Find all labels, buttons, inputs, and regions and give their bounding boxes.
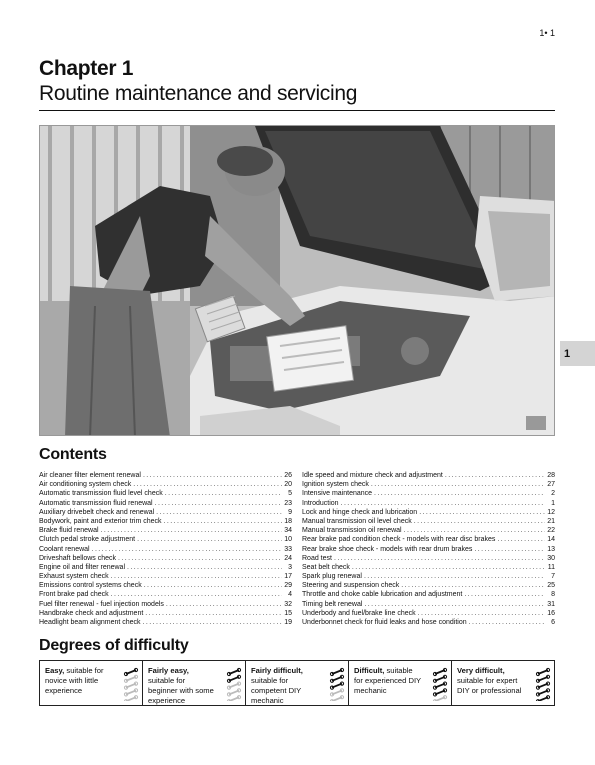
chapter-heading	[39, 57, 357, 107]
contents-entry-leader	[165, 489, 282, 498]
contents-entry-leader	[111, 572, 282, 581]
contents-entry-label: Throttle and choke cable lubrication and adjustment	[302, 591, 463, 599]
spanner-icon	[330, 682, 343, 689]
contents-entry-leader	[469, 618, 545, 627]
contents-entry-label: Auxiliary drivebelt check and renewal	[39, 508, 155, 516]
contents-entry[interactable]	[39, 554, 292, 563]
contents-entry-page: 17	[284, 573, 292, 581]
contents-entry[interactable]	[39, 517, 292, 526]
contents-entry-leader	[155, 499, 282, 508]
contents-entry-label: Introduction	[302, 499, 339, 507]
spanner-5-icon	[535, 667, 551, 701]
spanner-icon	[433, 675, 446, 682]
contents-entry-page: 26	[284, 472, 292, 479]
difficulty-level-detail: suitable for novice with little experience	[45, 666, 104, 695]
contents-entry-page: 29	[284, 582, 292, 590]
contents-entry[interactable]	[39, 581, 292, 590]
spanner-icon	[124, 689, 137, 696]
contents-list-right	[302, 471, 555, 627]
contents-entry-label: Lock and hinge check and lubrication	[302, 508, 418, 516]
spanner-icon	[536, 682, 549, 689]
contents-entry[interactable]	[302, 499, 555, 508]
contents-entry[interactable]	[39, 480, 292, 489]
contents-entry[interactable]	[39, 609, 292, 618]
contents-entry[interactable]	[302, 508, 555, 517]
contents-entry-label: Air conditioning system check	[39, 481, 132, 489]
contents-entry[interactable]	[302, 545, 555, 554]
contents-entry-label: Headlight beam alignment check	[39, 619, 141, 626]
contents-entry-leader	[118, 554, 282, 563]
contents-entry-page: 21	[547, 517, 555, 525]
contents-entry-page: 11	[547, 563, 555, 571]
contents-entry[interactable]	[302, 563, 555, 572]
contents-entry-label: Underbody and fuel/brake line check	[302, 609, 416, 617]
mechanic-engine-photo	[40, 126, 555, 436]
contents-entry-page: 20	[284, 481, 292, 489]
spanner-3-icon	[329, 667, 345, 701]
contents-entry-label: Fuel filter renewal - fuel injection models	[39, 600, 164, 608]
spanner-icon	[227, 675, 240, 682]
spanner-icon	[124, 682, 137, 689]
contents-entry-page: 27	[547, 481, 555, 489]
contents-entry-page: 8	[551, 591, 555, 599]
difficulty-table	[39, 660, 555, 706]
contents-entry[interactable]	[302, 471, 555, 480]
contents-entry-label: Intensive maintenance	[302, 490, 373, 498]
contents-entry[interactable]	[39, 618, 292, 627]
difficulty-level-name: Fairly difficult,	[251, 666, 303, 675]
contents-entry-leader	[144, 581, 282, 590]
difficulty-description	[251, 666, 319, 706]
contents-entry-leader	[143, 618, 282, 627]
difficulty-description	[148, 666, 216, 706]
contents-entry-leader	[418, 609, 545, 618]
spanner-icon	[124, 675, 137, 682]
contents-entry[interactable]	[302, 535, 555, 544]
contents-entry-page: 33	[284, 545, 292, 553]
contents-entry-label: Rear brake pad condition check - models with rear disc brakes	[302, 536, 496, 544]
contents-entry-page: 15	[284, 609, 292, 617]
contents-entry-leader	[474, 545, 545, 554]
contents-entry-page: 22	[547, 527, 555, 535]
contents-entry-leader	[497, 535, 545, 544]
contents-entry-label: Handbrake check and adjustment	[39, 609, 144, 617]
chapter-number: Chapter 1	[39, 57, 134, 80]
contents-entry-leader	[127, 563, 282, 572]
contents-entry[interactable]	[302, 489, 555, 498]
spanner-icon	[536, 675, 549, 682]
contents-entry-page: 6	[551, 619, 555, 626]
contents-entry-page: 31	[547, 600, 555, 608]
contents-entry-page: 18	[284, 517, 292, 525]
contents-entry-page: 19	[284, 619, 292, 626]
contents-entry-page: 3	[288, 563, 292, 571]
contents-entry-leader	[166, 600, 282, 609]
contents-entry[interactable]	[302, 581, 555, 590]
contents-entry-leader	[341, 499, 545, 508]
contents-entry-label: Bodywork, paint and exterior trim check	[39, 517, 162, 525]
contents-entry-label: Road test	[302, 554, 332, 562]
spanner-icon	[330, 689, 343, 696]
difficulty-level	[246, 661, 349, 705]
spanner-icon	[536, 689, 549, 696]
contents-entry-page: 5	[288, 490, 292, 498]
title-rule	[39, 110, 555, 111]
contents-entry-leader	[111, 590, 282, 599]
contents-entry-label: Exhaust system check	[39, 573, 109, 581]
contents-entry-leader	[133, 480, 282, 489]
spanner-icon	[227, 689, 240, 696]
contents-entry-leader	[352, 563, 545, 572]
contents-entry[interactable]	[39, 572, 292, 581]
contents-entry-label: Brake fluid renewal	[39, 527, 99, 535]
contents-entry-label: Manual transmission oil renewal	[302, 527, 402, 535]
contents-entry-page: 7	[551, 573, 555, 581]
contents-entry-page: 2	[551, 490, 555, 498]
contents-entry-page: 13	[547, 545, 555, 553]
contents-entry-leader	[364, 572, 545, 581]
difficulty-level	[40, 661, 143, 705]
contents-entry-leader	[371, 480, 545, 489]
contents-list-left	[39, 471, 292, 627]
contents-entry-label: Steering and suspension check	[302, 582, 400, 590]
contents-entry[interactable]	[302, 554, 555, 563]
contents-entry[interactable]	[39, 526, 292, 535]
contents-entry-label: Seat belt check	[302, 563, 350, 571]
contents-entry[interactable]	[39, 590, 292, 599]
contents-entry-leader	[334, 554, 545, 563]
contents-entry-leader	[364, 600, 545, 609]
difficulty-heading: Degrees of difficulty	[39, 637, 189, 654]
contents-entry[interactable]	[302, 600, 555, 609]
spanner-2-icon	[226, 667, 242, 701]
contents-entry-label: Automatic transmission fluid level check	[39, 490, 163, 498]
contents-entry-label: Spark plug renewal	[302, 573, 362, 581]
contents-entry[interactable]	[39, 600, 292, 609]
contents-entry-leader	[101, 526, 282, 535]
contents-entry[interactable]	[302, 590, 555, 599]
contents-entry-label: Coolant renewal	[39, 545, 90, 553]
contents-entry-label: Driveshaft bellows check	[39, 554, 117, 562]
spanner-1-icon	[123, 667, 139, 701]
page-number: 1• 1	[539, 28, 555, 38]
difficulty-level	[349, 661, 452, 705]
contents-entry-page: 23	[284, 499, 292, 507]
contents-entry-leader	[414, 517, 545, 526]
contents-entry-page: 24	[284, 554, 292, 562]
difficulty-level-detail: suitable for competent DIY mechanic	[251, 676, 302, 705]
contents-entry[interactable]	[39, 489, 292, 498]
difficulty-level-name: Very difficult,	[457, 666, 505, 675]
contents-entry-label: Emissions control systems check	[39, 582, 142, 590]
contents-entry-label: Manual transmission oil level check	[302, 517, 412, 525]
contents-entry-leader	[404, 526, 545, 535]
contents-entry-label: Rear brake shoe check - models with rear drum brakes	[302, 545, 473, 553]
difficulty-level-detail: suitable for beginner with some experience	[148, 676, 214, 705]
contents-entry-leader	[374, 489, 545, 498]
spanner-4-icon	[432, 667, 448, 701]
contents-entry[interactable]	[302, 609, 555, 618]
contents-entry-page: 30	[547, 554, 555, 562]
contents-entry-page: 34	[284, 527, 292, 535]
contents-entry[interactable]	[39, 545, 292, 554]
contents-entry-label: Ignition system check	[302, 481, 369, 489]
contents-entry[interactable]	[302, 480, 555, 489]
contents-entry-leader	[137, 535, 282, 544]
difficulty-level-name: Fairly easy,	[148, 666, 189, 675]
difficulty-level-detail: suitable for expert DIY or professional	[457, 676, 522, 695]
difficulty-level-name: Difficult,	[354, 666, 385, 675]
contents-entry[interactable]	[302, 517, 555, 526]
chapter-side-tab: 1	[560, 341, 595, 366]
contents-entry-label: Underbonnet check for fluid leaks and hose condition	[302, 619, 467, 626]
contents-entry-leader	[92, 545, 282, 554]
difficulty-description	[457, 666, 525, 696]
contents-entry-leader	[445, 471, 545, 480]
difficulty-level-detail: suitable for experienced DIY mechanic	[354, 666, 421, 695]
spanner-icon	[433, 668, 446, 675]
contents-entry-leader	[401, 581, 545, 590]
difficulty-description	[45, 666, 113, 696]
spanner-icon	[330, 675, 343, 682]
contents-entry-page: 16	[547, 609, 555, 617]
difficulty-description	[354, 666, 422, 696]
difficulty-level-name: Easy,	[45, 666, 65, 675]
chapter-title: Routine maintenance and servicing	[39, 82, 358, 105]
contents-entry-label: Engine oil and filter renewal	[39, 563, 125, 571]
contents-entry-page: 4	[288, 591, 292, 599]
spanner-icon	[330, 668, 343, 675]
contents-entry[interactable]	[302, 572, 555, 581]
difficulty-level	[143, 661, 246, 705]
contents-entry-page: 12	[547, 508, 555, 516]
contents-entry[interactable]	[39, 508, 292, 517]
contents-entry[interactable]	[39, 535, 292, 544]
contents-entry-leader	[156, 508, 282, 517]
spanner-icon	[433, 689, 446, 696]
contents-entry-page: 28	[547, 472, 555, 479]
difficulty-level	[452, 661, 554, 705]
contents-entry[interactable]	[39, 471, 292, 480]
contents-entry-page: 1	[551, 499, 555, 507]
contents-entry-page: 32	[284, 600, 292, 608]
contents-entry[interactable]	[302, 618, 555, 627]
contents-entry-leader	[143, 471, 282, 480]
contents-entry-label: Front brake pad check	[39, 591, 109, 599]
spanner-icon	[536, 668, 549, 675]
contents-entry-page: 10	[284, 536, 292, 544]
contents-entry-page: 25	[547, 582, 555, 590]
contents-entry-leader	[145, 609, 282, 618]
contents-entry-leader	[164, 517, 282, 526]
contents-heading: Contents	[39, 446, 107, 463]
spanner-icon	[124, 668, 137, 675]
contents-entry[interactable]	[39, 499, 292, 508]
contents-entry-leader	[419, 508, 545, 517]
contents-entry-label: Automatic transmission fluid renewal	[39, 499, 153, 507]
contents-entry-page: 9	[288, 508, 292, 516]
contents-entry[interactable]	[39, 563, 292, 572]
contents-entry-label: Timing belt renewal	[302, 600, 363, 608]
spanner-icon	[227, 682, 240, 689]
contents-entry-label: Clutch pedal stroke adjustment	[39, 536, 136, 544]
contents-entry[interactable]	[302, 526, 555, 535]
contents-entry-label: Air cleaner filter element renewal	[39, 472, 141, 479]
contents-entry-leader	[464, 590, 545, 599]
contents-entry-page: 14	[547, 536, 555, 544]
spanner-icon	[433, 682, 446, 689]
contents-entry-label: Idle speed and mixture check and adjustment	[302, 472, 443, 479]
spanner-icon	[227, 668, 240, 675]
chapter-photo	[39, 125, 555, 436]
